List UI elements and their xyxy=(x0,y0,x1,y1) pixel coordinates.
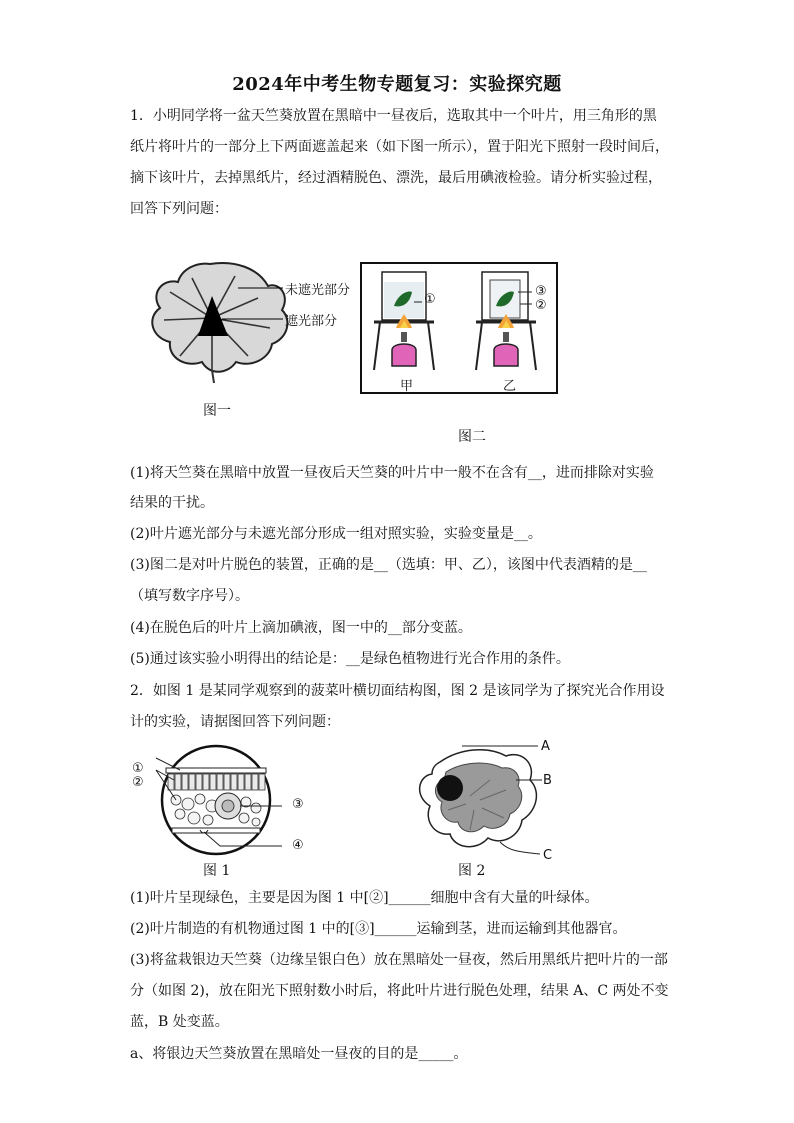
fig2-label-yi: 乙 xyxy=(503,379,517,394)
q2-fig1-label-2: ② xyxy=(132,775,144,790)
q2-fig2-caption: 图 2 xyxy=(458,863,486,879)
q1-sub-5: (5)通过该实验小明得出的结论是：__是绿色植物进行光合作用的条件。 xyxy=(130,651,570,667)
q2-stem-line-1: 2．如图 1 是某同学观察到的菠菜叶横切面结构图，图 2 是该同学为了探究光合作用设 xyxy=(130,683,665,699)
q1-fig1-caption: 图一 xyxy=(203,403,231,419)
q2-sub-3c: 蓝，B 处变蓝。 xyxy=(130,1014,229,1030)
q1-stem-line-1: 1．小明同学将一盆天竺葵放置在黑暗中一昼夜后，选取其中一个叶片，用三角形的黑 xyxy=(130,108,657,124)
q1-sub-4: (4)在脱色后的叶片上滴加碘液，图一中的__部分变蓝。 xyxy=(130,620,472,636)
q1-sub-2: (2)叶片遮光部分与未遮光部分形成一组对照实验，实验变量是__。 xyxy=(130,526,542,542)
q2-fig2-label-A: A xyxy=(541,739,550,754)
label-unshaded-part: 未遮光部分 xyxy=(285,283,351,298)
q2-fig1-label-1: ① xyxy=(132,761,144,776)
fig2-label-1: ① xyxy=(424,292,436,307)
q2-sub-3b: 分（如图 2)，放在阳光下照射数小时后，将此叶片进行脱色处理，结果 A、C 两处不变 xyxy=(130,983,669,999)
fig2-label-jia: 甲 xyxy=(400,379,414,394)
q2-fig1-label-3: ③ xyxy=(292,797,304,812)
q2-fig1-caption: 图 1 xyxy=(203,863,231,879)
fig2-label-2: ② xyxy=(535,298,547,313)
q2-fig1-label-4: ④ xyxy=(292,838,304,853)
label-shaded-part: 遮光部分 xyxy=(285,314,338,329)
q1-sub-1a: (1)将天竺葵在黑暗中放置一昼夜后天竺葵的叶片中一般不在含有__，进而排除对实验 xyxy=(130,465,654,481)
q1-sub-3a: (3)图二是对叶片脱色的装置，正确的是__（选填：甲、乙），该图中代表酒精的是__ xyxy=(130,557,647,573)
q1-figure-2-apparatus xyxy=(360,262,560,394)
q2-fig2-label-B: B xyxy=(543,773,552,788)
q1-stem-line-2: 纸片将叶片的一部分上下两面遮盖起来（如下图一所示），置于阳光下照射一段时间后， xyxy=(130,139,669,155)
q1-fig2-caption: 图二 xyxy=(458,429,486,445)
fig2-label-3: ③ xyxy=(535,284,547,299)
q1-sub-3b: （填写数字序号）。 xyxy=(130,588,249,604)
q2-stem-line-2: 计的实验，请据图回答下列问题： xyxy=(130,714,340,730)
q2-fig2-label-C: C xyxy=(543,848,553,863)
q1-stem-line-3: 摘下该叶片，去掉黑纸片，经过酒精脱色、漂洗，最后用碘液检验。请分析实验过程， xyxy=(130,170,662,186)
q2-sub-2: (2)叶片制造的有机物通过图 1 中的[③]______运输到茎，进而运输到其他器官。 xyxy=(130,921,627,937)
page-title: 2024年中考生物专题复习：实验探究题 xyxy=(232,74,562,95)
q1-sub-1b: 结果的干扰。 xyxy=(130,495,214,511)
q2-figure-1-cross-section xyxy=(160,744,280,856)
q2-sub-3a: (3)将盆栽银边天竺葵（边缘呈银白色）放在黑暗处一昼夜，然后用黑纸片把叶片的一部 xyxy=(130,952,668,968)
q2-sub-1: (1)叶片呈现绿色，主要是因为图 1 中[②]______细胞中含有大量的叶绿体。 xyxy=(130,890,599,906)
q2-figure-2-variegated-leaf xyxy=(410,740,550,860)
q1-stem-line-4: 回答下列问题： xyxy=(130,201,228,217)
q1-figure-1-leaf xyxy=(140,258,380,388)
q2-sub-3d: a、将银边天竺葵放置在黑暗处一昼夜的目的是_____。 xyxy=(130,1046,468,1062)
